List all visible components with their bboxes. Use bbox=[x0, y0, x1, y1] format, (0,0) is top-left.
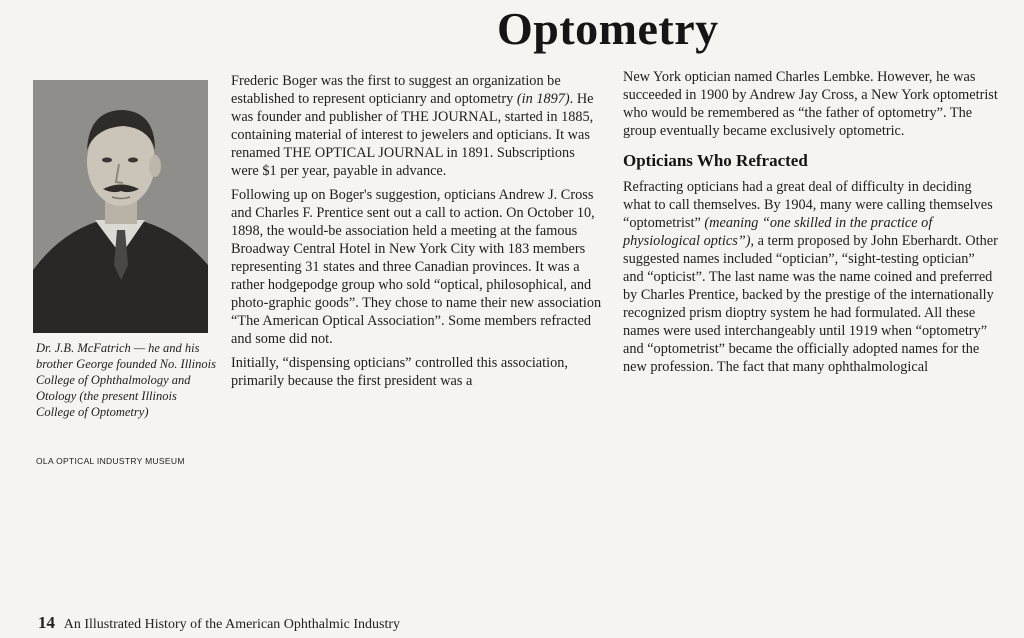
portrait-photo bbox=[33, 80, 208, 333]
paragraph-text: Refracting opticians had a great deal of difficulty in deciding what to call themselves. By 1904, many were calling themselves “optometrist” bbox=[623, 179, 993, 231]
paragraph bbox=[231, 72, 606, 180]
photo-credit: OLA OPTICAL INDUSTRY MUSEUM bbox=[36, 456, 185, 466]
paragraph bbox=[623, 178, 998, 376]
article-column-2 bbox=[623, 68, 998, 382]
paragraph-italic: (meaning “one skilled in the practice of physiological optics”) bbox=[623, 215, 933, 249]
paragraph-text: , a term proposed by John Eberhardt. Other suggested names included “optician”, “sight-testing optician” and “opticist”. The last name was the name coined and preferred by Charles Prentice, backed by the prestige of the internationally recognized prism dioptry system he had formulated. All these names were used interchangeably until 1919 when “optometry” and “optometrist” became the officially adopted names for the new profession. The fact that many ophthalmological bbox=[623, 233, 998, 375]
paragraph-text: Frederic Boger was the first to suggest an organization be established to represent opticianry and optometry bbox=[231, 73, 561, 107]
page-footer bbox=[38, 613, 400, 633]
portrait-illustration bbox=[33, 80, 208, 333]
photo-caption: Dr. J.B. McFatrich — he and his brother George founded No. Illinois College of Ophthalmology and Otology (the present Illinois College of Optometry) bbox=[36, 341, 216, 419]
paragraph-text: . He was founder and publisher of THE JOURNAL, started in 1885, containing material of interest to jewelers and opticians. It was renamed THE OPTICAL JOURNAL in 1891. Subscriptions were $1 per year, payable in advance. bbox=[231, 91, 594, 179]
section-subheading: Opticians Who Refracted bbox=[623, 151, 808, 170]
paragraph: Following up on Boger's suggestion, opticians Andrew J. Cross and Charles F. Prentice sent out a call to action. On October 10, 1898, the would-be association held a meeting at the famous Broadway Central Hotel in New York City with 183 members representing 31 states and three Canadian provinces. It was a rather hodgepodge group who sold “optical, philosophical, and photo-graphic goods”. They chose to name their new association “The American Optical Association”. Some members refracted and some did not. bbox=[231, 187, 602, 347]
paragraph-italic: (in 1897) bbox=[516, 91, 570, 107]
paragraph: Initially, “dispensing opticians” controlled this association, primarily because the first president was a bbox=[231, 355, 568, 389]
paragraph: New York optician named Charles Lembke. However, he was succeeded in 1900 by Andrew Jay Cross, a New York optometrist who would be remembered as “the father of optometry”. The group eventually became exclusively optometric. bbox=[623, 69, 998, 139]
page-title: Optometry bbox=[497, 3, 719, 54]
book-title: An Illustrated History of the American Ophthalmic Industry bbox=[63, 617, 401, 632]
article-column-1 bbox=[231, 72, 606, 396]
page-number: 14 bbox=[38, 613, 55, 632]
